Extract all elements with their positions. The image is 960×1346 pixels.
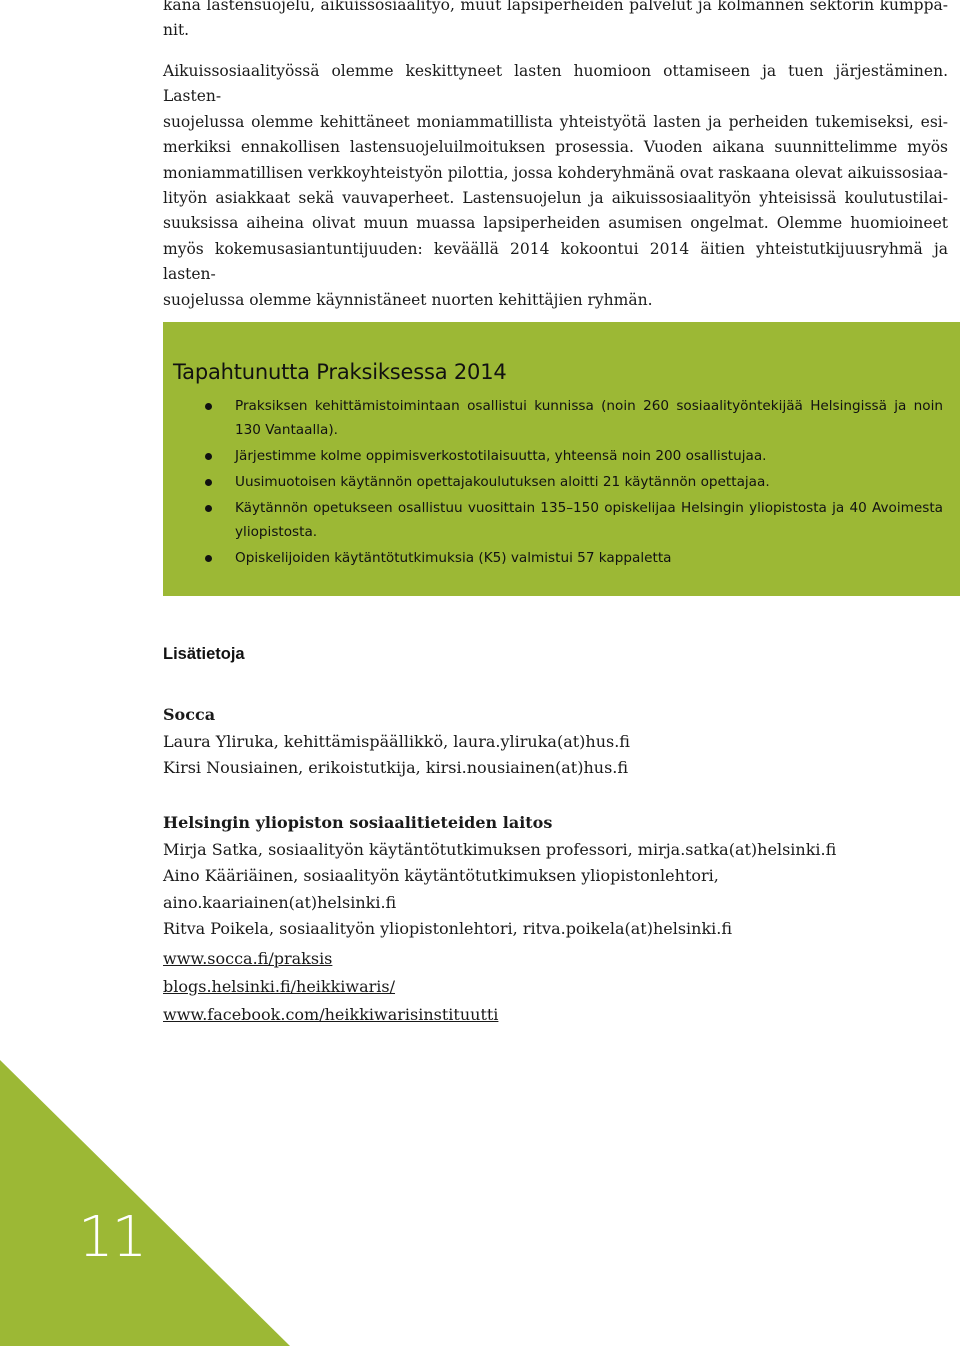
list-item [163, 444, 953, 468]
link-socca-praksis[interactable]: www.socca.fi/praksis [163, 949, 333, 968]
intro-paragraph [163, 59, 948, 313]
list-item-text: Käytännön opetukseen osallistuu vuosittain 135–150 opiskelijaa Helsingin yliopistosta ja 40 Avoimesta yliopistosta. [235, 500, 943, 540]
highlight-title: Tapahtunutta Praksiksessa 2014 [173, 360, 507, 384]
paragraph-line: kana lastensuojelu, aikuissosiaalityö, muut lapsiperheiden palvelut ja kolmannen sektorin kumppa- [163, 0, 948, 14]
contact-person: Aino Kääriäinen, sosiaalityön käytäntötutkimuksen yliopistonlehtori, aino.kaariainen(at)helsinki.fi [163, 866, 719, 912]
list-item [163, 394, 953, 442]
paragraph-line: myös kokemusasiantuntijuuden: keväällä 2014 kokoontui 2014 äitien yhteistutkijuusryhmä ja lasten- [163, 239, 948, 284]
paragraph-line: nit. [163, 21, 190, 40]
link-facebook[interactable]: www.facebook.com/heikkiwarisinstituutti [163, 1005, 499, 1024]
bullet-icon [205, 453, 212, 460]
organization-name: Helsingin yliopiston sosiaalitieteiden laitos [163, 813, 553, 832]
bullet-icon [205, 403, 212, 410]
list-item-text: Uusimuotoisen käytännön opettajakoulutuksen aloitti 21 käytännön opettajaa. [235, 474, 770, 490]
page-number: 11 [78, 1205, 146, 1270]
list-item-text: Järjestimme kolme oppimisverkostotilaisuutta, yhteensä noin 200 osallistujaa. [235, 448, 767, 464]
bullet-icon [205, 479, 212, 486]
corner-triangle-decoration [0, 1060, 290, 1346]
intro-continuation [163, 0, 948, 44]
contact-person: Laura Yliruka, kehittämispäällikkö, laura.yliruka(at)hus.fi [163, 731, 630, 751]
list-item-text: Praksiksen kehittämistoimintaan osallistui kunnissa (noin 260 sosiaalityöntekijää Helsingissä ja noin 130 Vantaalla). [235, 398, 943, 438]
paragraph-line: suojelussa olemme käynnistäneet nuorten kehittäjien ryhmän. [163, 290, 653, 309]
list-item [163, 470, 953, 494]
link-blog[interactable]: blogs.helsinki.fi/heikkiwaris/ [163, 977, 396, 996]
paragraph-line: lityön asiakkaat sekä vauvaperheet. Lastensuojelun ja aikuissosiaalityön yhteisissä koulutustilai- [163, 189, 948, 208]
bullet-icon [205, 505, 212, 512]
list-item [163, 496, 953, 544]
highlight-list [163, 394, 953, 572]
links-list [163, 945, 953, 1029]
list-item-text: Opiskelijoiden käytäntötutkimuksia (K5) valmistui 57 kappaletta [235, 550, 672, 566]
paragraph-line: suojelussa olemme kehittäneet moniammatillista yhteistyötä lasten ja perheiden tukemiseksi, esi- [163, 112, 948, 131]
more-info-title: Lisätietoja [163, 645, 245, 663]
highlight-box [163, 322, 960, 596]
paragraph-line: suuksissa aiheina olivat muun muassa lapsiperheiden asumisen ongelmat. Olemme huomioineet [163, 214, 948, 233]
paragraph-line: merkiksi ennakollisen lastensuojeluilmoituksen prosessia. Vuoden aikana suunnittelimme myös [163, 138, 948, 157]
contact-person: Ritva Poikela, sosiaalityön yliopistonlehtori, ritva.poikela(at)helsinki.fi [163, 919, 733, 938]
contacts-helsinki-university [163, 810, 953, 943]
contact-person: Mirja Satka, sosiaalityön käytäntötutkimuksen professori, mirja.satka(at)helsinki.fi [163, 839, 837, 859]
paragraph-line: moniammatillisen verkkoyhteistyön pilottia, jossa kohderyhmänä ovat raskaana olevat aikuissosiaa- [163, 163, 948, 182]
organization-name: Socca [163, 705, 216, 724]
paragraph-line: Aikuissosiaalityössä olemme keskittyneet lasten huomioon ottamiseen ja tuen järjestäminen. Lasten- [163, 62, 948, 106]
list-item [163, 546, 953, 570]
contacts-socca [163, 702, 953, 782]
contact-person: Kirsi Nousiainen, erikoistutkija, kirsi.nousiainen(at)hus.fi [163, 758, 629, 777]
bullet-icon [205, 555, 212, 562]
